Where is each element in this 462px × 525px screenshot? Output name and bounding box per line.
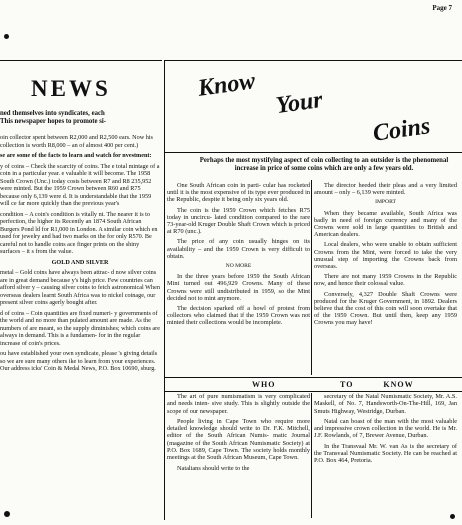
article-para: The director heeded their pleas and a very limited amount – only – 6,139 were minted.	[314, 182, 457, 197]
left-body	[0, 134, 160, 373]
left-intro	[0, 110, 160, 126]
article-para: The decision sparked off a howl of protest from collectors who claimed that if the 1959 Crown was not minted their collections would be incomplete.	[167, 305, 310, 327]
article-para: In the three years before 1959 the South African Mint turned out 496,929 Crowns. Many of these Crowns were still undistributed in 1959, so the Mint decided not to mint anymore.	[167, 273, 310, 302]
article-column-2	[314, 182, 457, 330]
left-section-heading: GOLD AND SILVER	[51, 258, 109, 266]
who-para: The art of pure numismatism is very complicated and needs inten- sive study. This is slightly outside the scope of our newspaper.	[167, 393, 310, 415]
who-para: In the Transvaal Mr. W. van As is the secretary of the Transvaal Numismatic Society. He can be reached at P.O. Box 464, Pretoria.	[314, 442, 457, 465]
article-para: One South African coin in parti- cular has rocketed until it is the most expensive of its type ever produced in the Republic, despite it being only six years old.	[167, 182, 310, 204]
subheading-import: IMPORT	[375, 199, 396, 206]
article-para: Conversely, 4,327 Double Shaft Crowns were produced for the Kruger Government, in 1892. Dealers believe that the cost of this coin will soon overtake that of the 1959 Crown. But until then, keep any 1959 Crowns you may have!	[314, 290, 457, 327]
page-number: Page 7	[432, 4, 452, 12]
left-para: condition – A coin's condition is vitally nt. The nearer it is to perfection, the higher its Recently an 1874 South African Burgers Pond ld for R1,000 in London. A similar coin which en used for jewelry and had two marks on the for only R570. Be careful not to handle coins ace finger prints on the shiny surfaces – it s from the value.	[0, 210, 158, 255]
who-to-know-bottom-rule	[164, 391, 462, 392]
left-para: d of coins – Coin quantities are fixed numeri- y governments of the world and no more than pulated amount are made. As the numbers of are meant, so the supply diminishes; which coins are always in demand. This is a fundamen- for in the regular increase of coin's prices.	[0, 309, 160, 347]
article-para: Local dealers, who were unable to obtain sufficient Crowns from the Mint, were forced to take the very unusual step of importing the Crowns back from overseas.	[314, 241, 457, 271]
article-column-divider	[311, 180, 312, 375]
article-para: The price of any coin usually hinges on its availability – and the 1959 Crown is very difficult to obtain.	[167, 238, 310, 260]
who-heading: WHO	[252, 380, 276, 389]
left-para: y of coins – Check the scarcity of coins. The e total mintage of a coin in a particular year. e valuable it will become. The 1958 South Crown (Unc.) today costs between R7 and R8 235,952 were minted. But the 1959 Crown between R60 and R75 because only 6,139 were d. It is understandable that the 1959 will ce far more quickly than the previous year's	[0, 162, 160, 207]
know-word: KNOW	[383, 380, 414, 389]
news-heading: NEWS	[31, 76, 111, 101]
article-para: When they became available, South Africa was badly in need of foreign currency and many of the Crowns were sold in large quantities to British and American dealers.	[314, 209, 457, 239]
to-word: TO	[340, 380, 354, 389]
left-top-rule	[0, 60, 162, 61]
header-bottom-rule	[164, 152, 462, 153]
left-para: se are some of the facts to learn and watch for nvestment:	[0, 152, 152, 159]
left-para: ou have established your own syndicate, please 's giving details so we are sure many others ike to learn from your experiences. Our address icks' Coin & Medal News, P.O. Box 10690, sburg.	[0, 350, 158, 372]
article-para: The coin is the 1959 Crown which fetches R75 today in uncircu- lated condition compared to the rare 73-year-old Kruger Double Shaft Crown which is priced at R70 (unc.).	[167, 206, 310, 236]
column-divider	[164, 60, 165, 520]
subheading-no-more: NO MORE	[225, 263, 252, 270]
scan-speck	[450, 514, 455, 519]
header-word-know: Know	[196, 68, 257, 102]
who-para: People living in Cape Town who require more detailed knowledge should write to Dr. F.K. Mitchell, editor of the South African Numis- matic Journal (magazine of the South African Numismatic Society) at P.O. Box 1689, Cape Town. The society holds monthly meetings at the South African Museum, Cape Town.	[167, 417, 310, 462]
scan-speck	[4, 34, 9, 39]
who-para: Natalians should write to the	[177, 464, 250, 472]
who-column-divider	[311, 393, 312, 518]
to-heading	[340, 380, 414, 389]
who-column-2	[314, 393, 457, 468]
header-word-your: Your	[274, 86, 325, 120]
article-column-1	[167, 182, 310, 330]
header-word-coins: Coins	[371, 113, 432, 147]
article-para: There are not many 1959 Crowns in the Republic now, and hence their colossal value.	[314, 273, 457, 288]
left-intro-line-1: ned themselves into syndicates, each	[0, 110, 105, 117]
header-top-rule	[164, 60, 462, 61]
who-to-know-top-rule	[164, 377, 462, 378]
left-para: metal – Gold coins have always been attrac- d now silver coins are in great demand because y's high price. Few countries can afford silver y – causing silver coins to fetch astronomical When overseas dealers learnt South Africa was to nickel coinage, our present silver coins agerly bought after.	[0, 269, 160, 306]
scan-speck	[4, 511, 10, 517]
article-intro: Perhaps the most mystifying aspect of coin collecting to an outsider is the phenomenal increase in price of some coins which are only a few years old.	[199, 157, 449, 172]
left-intro-line-2: This newspaper hopes to promote si-	[0, 118, 107, 125]
who-para: Natal can boast of the man with the most valuable and impressive crown collection in the world. He is Mr. J.F. Rowlands, of 7, Brewer Avenue, Durban.	[314, 417, 457, 440]
who-column-1	[167, 393, 310, 475]
left-para: oin collector spent between R2,000 and R2,500 ears. Now his collection is worth R8,000 – an of almost 400 per cent.)	[0, 134, 153, 149]
who-para: secretary of the Natal Numismatic Society, Mr. A.S. Maskell, of No. 7, Handsworth-On-The-Hill, 169, Jan Smuts Highway, Westridge, Durban.	[314, 393, 457, 415]
